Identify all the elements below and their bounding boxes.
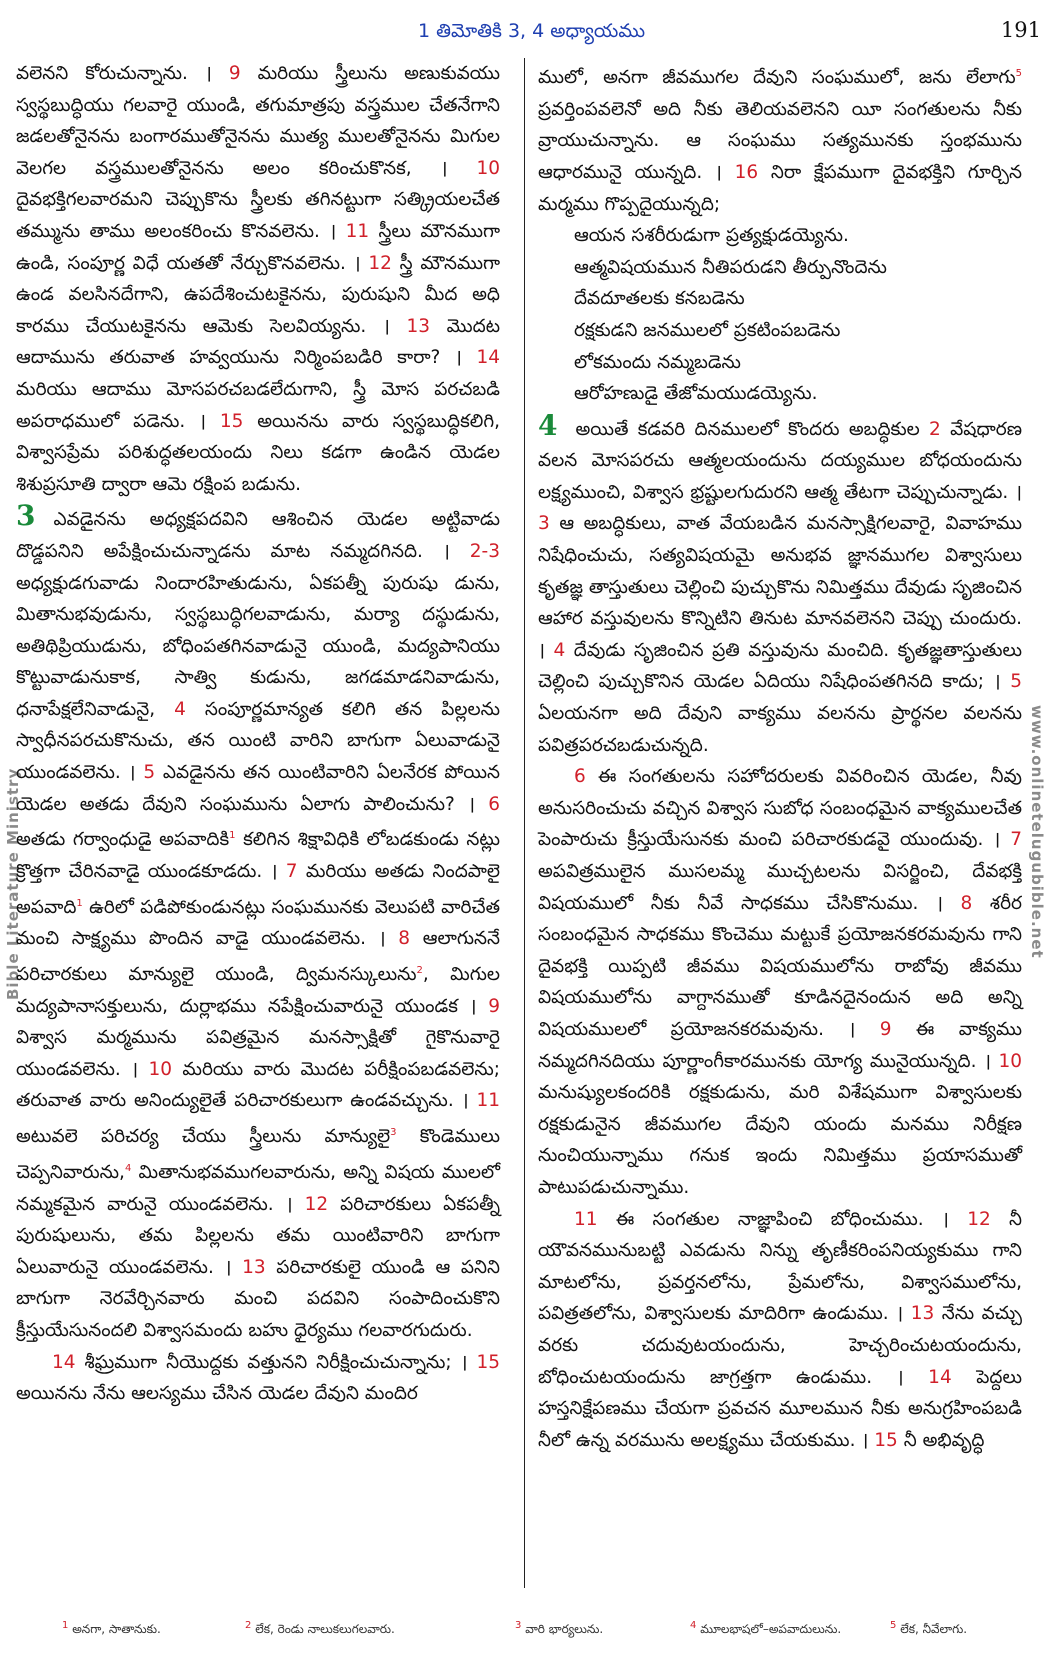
footnote-text: లేక, నీవేలాగు. (900, 1622, 968, 1636)
verse-text: శీఘ్రముగా నీయొద్దకు వత్తునని నిరీక్షించుచున్నాను; । (84, 1351, 468, 1373)
verse-number: 8 (960, 892, 973, 914)
verse-text: పరిచారకులై యుండి ఆ పనిని బాగుగా నెరవేర్చినవారు మంచి పదవిని సంపాదించుకొని క్రీస్తుయేసునందలి విశ్వాసమందు బహు ధైర్యము గలవారగుదురు. (16, 1256, 500, 1341)
verse-text: వలెనని కోరుచున్నాను. । (16, 63, 212, 84)
verse-number: 16 (734, 161, 759, 183)
page-header (0, 14, 1063, 54)
chapter-4-paragraph (538, 410, 1022, 762)
side-watermark-left: Bible Literature Ministry (4, 767, 22, 1000)
verse-text: ఎవడైనను తన యింటివారిని ఏలనేరక పోయిన యెడల అతడు దేవుని సంఘమును ఏలాగు పాలించును? । (16, 762, 500, 815)
verse-text: స్త్రీలు మౌనముగా ఉండి, సంపూర్ణ విధే యతతో నేర్చుకొనవలెను. । (16, 220, 501, 274)
verse-text: ఎవడైనను అధ్యక్షపదవిని ఆశించిన యెడల అట్టివాడు దొడ్డపనిని అపేక్షించుచున్నాడను మాట నమ్మదగినది. । (16, 509, 500, 562)
paragraph (538, 761, 1022, 1203)
verse-number: 13 (242, 1256, 266, 1278)
verse-text: ఈ సంగతులను సహోదరులకు వివరించిన యెడల, నీవు అనుసరించుచు వచ్చిన విశ్వాస సుబోధ సంబంధమైన వాక్యములచేత పెంపారుచు క్రీస్తుయేసునకు మంచి పరిచారకుడవై యుందువు. । (538, 766, 1022, 851)
verse-text: అపవిత్రములైన ముసలమ్మ ముచ్చటలను విసర్జించి, దేవభక్తి విషయములో నీకు నీవే సాధకము చేసికొనుము. । (538, 861, 1022, 914)
verse-text: మొదట ఆదామును తరువాత హవ్వయును నిర్మింపబడిరి కారా? । (16, 315, 500, 369)
verse-number: 7 (285, 861, 298, 882)
verse-text: వేషధారణ వలన మోసపరచు ఆత్మలయందును దయ్యముల బోధయందును లక్ష్యముంచి, విశ్వాస భ్రష్టులగుదురని ఆత్మ తేటగా చెప్పుచున్నాడు. । (538, 418, 1022, 503)
verse-number: 6 (574, 766, 586, 788)
verse-text: పరిచారకులు ఏకపత్నీ పురుషులును, తమ పిల్లలను తమ యింటివారిని బాగుగా ఏలువారునై యుండవలెను. । (16, 1193, 501, 1278)
verse-text: నీ యౌవనమునుబట్టి ఎవడును నిన్ను తృణీకరింపనియ్యకుము గాని మాటలోను, ప్రవర్తనలోను, ప్రేమలోను, విశ్వాసములోను, పవిత్రతలోను, విశ్వాసులకు మాదిరిగా ఉండుము. । (538, 1208, 1022, 1325)
paragraph (538, 1204, 1022, 1457)
verse-text: నేను వచ్చు వరకు చదువుటయందును, హెచ్చరించుటయందును, బోధించుటయందును జాగ్రత్తగా ఉండుము. । (538, 1303, 1022, 1388)
verse-number: 4 (553, 639, 566, 661)
verse-text: స్త్రీ మౌనముగా ఉండ వలసినదేగాని, ఉపదేశించుటకైనను, పురుషుని మీద అధి కారము చేయుటకైనను ఆమెకు సెలవియ్యను. । (16, 252, 501, 337)
verse-number: 2-3 (469, 540, 500, 562)
verse-number: 5 (143, 762, 156, 784)
verse-text: ఆ అబద్ధికులు, వాత వేయబడిన మనస్సాక్షిగలవారై, వివాహము నిషేధించుచు, సత్యవిషయమై అనుభవ జ్ఞానముగల విశ్వాసులు కృతజ్ఞ తాస్తుతులు చెల్లించి పుచ్చుకొను నిమిత్తము దేవుడు సృజించిన ఆహార వస్తువులను కొన్నిటిని తినుట మానవలెనని చెప్పు చుందురు. । (538, 513, 1022, 661)
poem-line: ఆత్మవిషయమున నీతిపరుడని తీర్పునొందెను (574, 256, 887, 278)
verse-text: మరియు వారు మొదట పరీక్షింపబడవలెను; తరువాత వారు అనింద్యులైతే పరిచారకులుగా ఉండవచ్చును. । (16, 1058, 500, 1112)
verse-number: 3 (538, 513, 550, 535)
verse-text: మరియు ఆదాము మోసపరచబడలేదుగాని, స్త్రీ మోస పరచబడి అపరాధములో పడెను. । (16, 378, 500, 432)
footnote-ref: 2 (416, 964, 423, 976)
verse-text: ఆలాగుననే పరిచారకులు మాన్యులై యుండి, ద్విమనస్కులును (16, 928, 500, 986)
footnote-number: 3 (515, 1620, 522, 1631)
verse-number: 12 (304, 1193, 329, 1215)
verse-number: 8 (398, 928, 411, 950)
verse-text: మితానుభవముగలవారును, అన్ని విషయ ములలో నమ్మకమైన వారునై యుండవలెను. । (16, 1161, 500, 1215)
footnote-ref: 5 (1015, 68, 1022, 79)
verse-text: ఉరిలో పడిపోకుండునట్లు సంఘమునకు వెలుపటి వారిచేత మంచి సాక్ష్యము పొందిన వాడై యుండవలెను. । (16, 896, 500, 950)
verse-text: నీ అభివృద్ధి (903, 1429, 985, 1451)
verse-text: పెద్దలు హస్తనిక్షేపణము చేయగా ప్రవచన మూలమున నీకు అనుగ్రహింపబడి నీలో ఉన్న వరమును అలక్ష్యము చేయకుము. । (538, 1366, 1022, 1451)
footnote-ref: 1 (76, 897, 83, 909)
footnote (62, 1620, 161, 1639)
page-number: 191 (1000, 18, 1041, 42)
verse-number: 13 (406, 315, 431, 337)
verse-text: దేవుడు సృజించిన ప్రతి వస్తువును మంచిది. కృతజ్ఞతాస్తుతులు చెల్లించి పుచ్చుకొనిన యెడల ఏదియు నిషేధింపతగినది కాదు; । (538, 639, 1022, 693)
verse-text: అయితే కడవరి దినములలో కొందరు అబద్ధికుల (575, 418, 920, 440)
verse-number: 12 (368, 252, 392, 274)
footnote-number: 5 (890, 1620, 897, 1631)
verse-text: శరీర సంబంధమైన సాధకము కొంచెము మట్టుకే ప్రయోజనకరమవును గాని దైవభక్తి యిప్పటి జీవము విషయములోను రాబోవు జీవము విషయములోను వాగ్దానముతో కూడినదైనందున అది అన్ని విషయములలో ప్రయోజనకరమవును. । (538, 892, 1023, 1040)
verse-number: 5 (1010, 671, 1022, 693)
verse-text: ప్రవర్తింపవలెనో అది నీకు తెలియవలెనని యీ సంగతులను నీకు వ్రాయుచున్నాను. ఆ సంఘము సత్యమునకు స్తంభమును ఆధారమునై యున్నది. । (538, 98, 1022, 183)
verse-number: 4 (174, 698, 186, 720)
footnote (515, 1620, 603, 1639)
verse-number: 11 (345, 220, 370, 242)
verse-text: ఏలయనగా అది దేవుని వాక్యము వలనను ప్రార్థనల వలనను పవిత్రపరచబడుచున్నది. (538, 703, 1022, 756)
verse-text: అయినను వారు స్వస్థబుద్ధికలిగి, విశ్వాసప్రేమ పరిశుద్ధతలయందు నిలు కడగా ఉండిన యెడల శిశుప్రసూతి ద్వారా ఆమె రక్షింప బడును. (16, 410, 500, 495)
footnote (690, 1620, 841, 1639)
verse-number: 14 (52, 1351, 76, 1373)
verse-text: అతడు గర్వాంధుడై అపవాదికి (16, 829, 230, 851)
verse-number: 15 (219, 410, 244, 432)
verse-number: 14 (476, 347, 500, 369)
verse-number: 2 (929, 418, 941, 440)
footnote-number: 2 (245, 1620, 252, 1631)
footnote-text: లేక, రెండు నాలుకలుగలవారు. (255, 1622, 395, 1636)
verse-number: 11 (476, 1090, 500, 1112)
footnote (890, 1620, 967, 1639)
verse-number: 15 (476, 1351, 501, 1373)
verse-text: ఈ వాక్యము నమ్మదగినదియు పూర్ణాంగీకారమునకు యోగ్య మునైయున్నది. । (538, 1018, 1022, 1072)
paragraph (16, 58, 500, 500)
footnote (245, 1620, 395, 1639)
verse-text: మరియు అతడు నిందపాలై అపవాది (16, 861, 500, 918)
verse-text: కొండెములు చెప్పనివారును, (16, 1126, 500, 1183)
verse-text: విశ్వాస మర్మమును పవిత్రమైన మనస్సాక్షితో గైకొనువారై యుండవలెను. । (16, 1027, 500, 1080)
footnote-ref: 1 (229, 830, 236, 842)
poem-line: దేవదూతలకు కనబడెను (574, 288, 745, 310)
chapter-number: 4 (538, 408, 558, 442)
verse-text: ఈ సంగతుల నాజ్ఞాపించి బోధించుము. । (615, 1208, 949, 1230)
verse-number: 10 (476, 157, 500, 179)
verse-text: అయినను నేను ఆలస్యము చేసిన యెడల దేవుని మందిర (16, 1383, 418, 1405)
poem-line: లోకమందు నమ్మబడెను (574, 351, 741, 373)
chapter-number: 3 (16, 499, 36, 533)
chapter-3-paragraph (16, 500, 500, 1346)
verse-number: 9 (879, 1018, 892, 1040)
verse-number: 7 (1010, 829, 1022, 851)
verse-number: 13 (910, 1303, 935, 1325)
poem-line: ఆయన సశరీరుడుగా ప్రత్యక్షుడయ్యెను. (574, 225, 849, 247)
footnote-text: వారి భార్యలును. (525, 1622, 604, 1636)
verse-number: 14 (928, 1366, 952, 1388)
poem-line: రక్షకుడని జనములలో ప్రకటింపబడెను (574, 319, 841, 341)
verse-number: 15 (874, 1429, 898, 1451)
verse-text: మనుష్యులకందరికి రక్షకుడును, మరి విశేషముగా విశ్వాసులకు రక్షకుడునైన జీవముగల దేవుని యందు మనము నిరీక్షణ నుంచియున్నాము గనుక ఇందు నిమిత్తము ప్రయాసముతో పాటుపడుచున్నాము. (538, 1082, 1022, 1198)
right-column (538, 58, 1022, 1456)
left-column (16, 58, 500, 1410)
column-divider (524, 58, 525, 1588)
footnote-ref: 4 (124, 1162, 132, 1174)
side-watermark-right: www.onlinetelugubible.net (1028, 705, 1046, 959)
verse-number: 10 (998, 1050, 1022, 1072)
verse-text: దైవభక్తిగలవారమని చెప్పుకొను స్త్రీలకు తగినట్టుగా సత్క్రియలచేత తమ్మును తాము అలంకరించు కొనవలెను. । (16, 189, 500, 242)
verse-number: 9 (488, 995, 500, 1017)
paragraph (16, 1347, 500, 1410)
verse-text: మరియు స్త్రీలును అణుకువయు స్వస్థబుద్ధియు గలవారై యుండి, తగుమాత్రపు వస్త్రముల చేతనేగాని జడలతోనైనను బంగారముతోనైనను ముత్య ములతోనైనను మిగుల వెలగల వస్త్రములతోనైనను అలం కరించుకొనక, । (16, 63, 500, 179)
page-title: 1 తిమోతికి 3, 4 అధ్యాయము (417, 20, 646, 42)
verse-text: ములో, అనగా జీవముగల దేవుని సంఘములో, జను లేలాగు (538, 67, 1016, 89)
verse-text: , మిగుల మద్యపానాసక్తులును, దుర్లాభము నపేక్షించువారునై యుండక । (16, 964, 501, 1017)
verse-text: కలిగిన శిక్షావిధికి లోబడకుండు నట్లు క్రొత్తగా చేరినవాడై యుండకూడదు. । (16, 829, 501, 882)
poem-block (574, 220, 1022, 410)
verse-text: అధ్యక్షుడగువాడు నిందారహితుడును, ఏకపత్నీ పురుషు డును, మితానుభవుడును, స్వస్థబుద్ధిగలవాడును, మర్యా దస్థుడును, అతిథిప్రియుడును, బోధింపతగినవాడునై యుండి, మద్యపానియు కొట్టువాడునుకాక, సాత్వి కుడును, జగడమాడనివాడును, ధనాపేక్షలేనివాడునై, (16, 572, 500, 720)
footnote-ref: 3 (390, 1127, 397, 1139)
verse-text: నిరా క్షేపముగా దైవభక్తిని గూర్చిన మర్మము గొప్పదైయున్నది; (538, 161, 1022, 215)
verse-number: 12 (967, 1208, 991, 1230)
footnote-number: 1 (62, 1620, 69, 1631)
verse-number: 11 (574, 1208, 598, 1230)
footnote-number: 4 (690, 1620, 697, 1631)
verse-text: అటువలె పరిచర్య చేయు స్త్రీలును మాన్యులై (16, 1126, 391, 1148)
poem-line: ఆరోహణుడై తేజోమయుడయ్యెను. (574, 383, 818, 405)
verse-text: సంపూర్ణమాన్యత కలిగి తన పిల్లలను స్వాధీనపరచుకొనుచు, తన యింటి వారిని బాగుగా ఏలువాడునై యుండవలెను. । (16, 698, 500, 784)
verse-number: 9 (228, 63, 241, 84)
footnote-text: అనగా, సాతానుకు. (72, 1622, 161, 1636)
footnote-text: మూలభాషలో–అపవాదులును. (700, 1622, 842, 1636)
paragraph (538, 58, 1022, 220)
verse-number: 6 (488, 793, 500, 815)
verse-number: 10 (148, 1058, 173, 1080)
